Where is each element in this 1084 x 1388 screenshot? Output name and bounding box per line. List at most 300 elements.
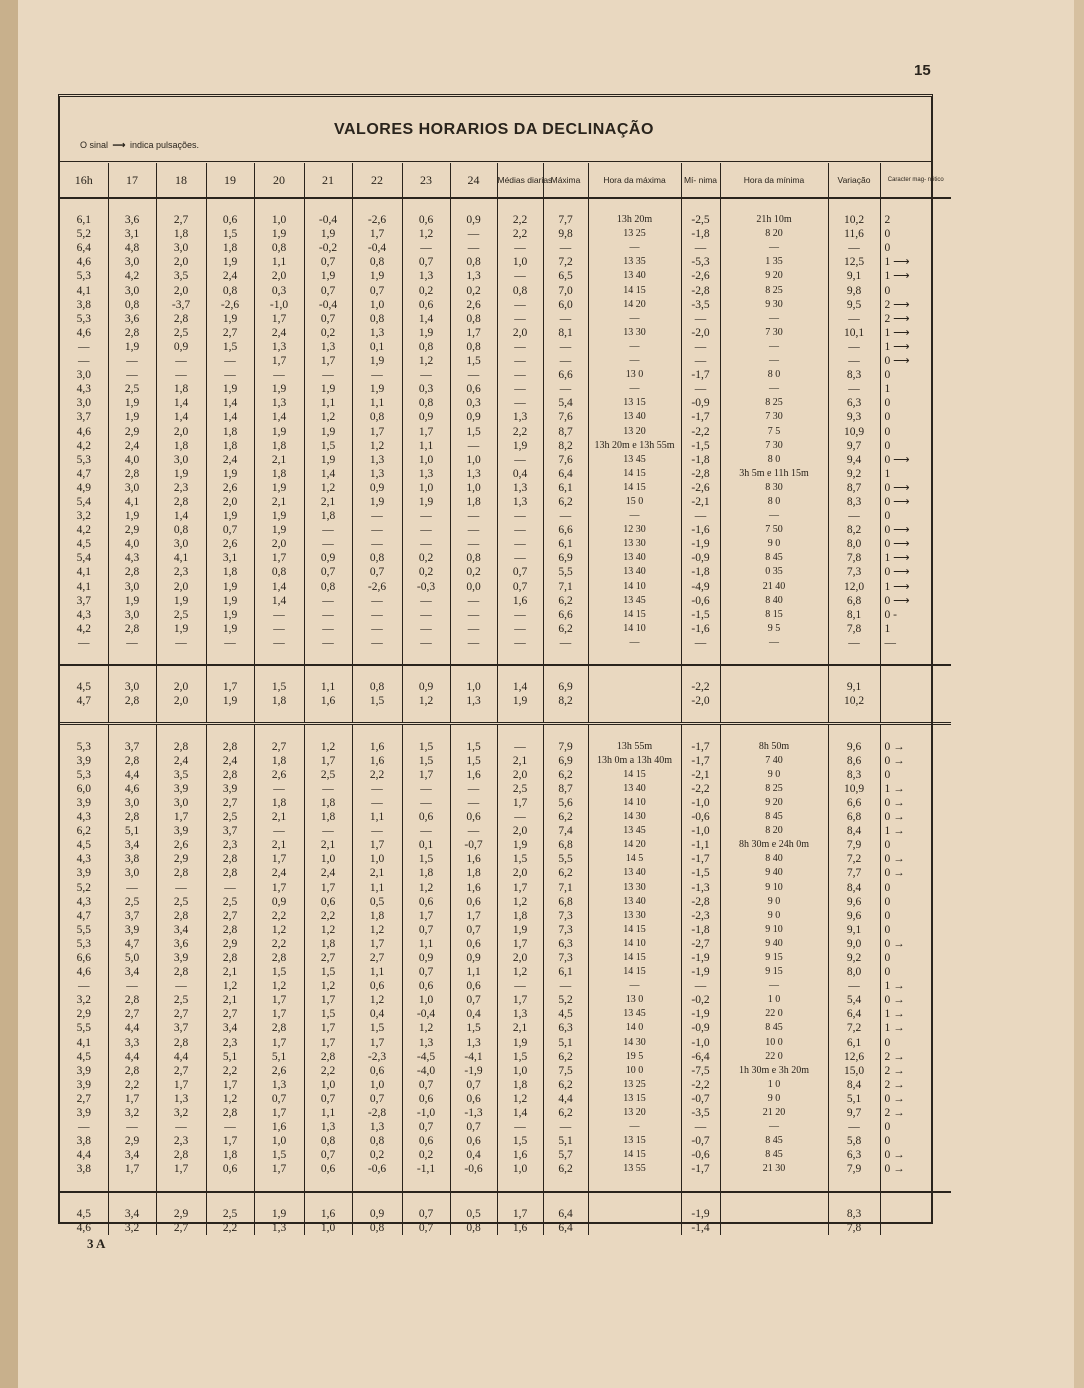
table-cell: 5,1 [108, 824, 156, 838]
table-row [60, 881, 951, 895]
table-cell: 2,5 [156, 608, 206, 622]
table-cell: 2 → [884, 1078, 905, 1091]
spacer-cell [254, 665, 304, 680]
table-cell: 0,3 [254, 284, 304, 298]
table-cell: 8 40 [720, 594, 828, 608]
table-cell: 1,8 [450, 866, 497, 880]
table-cell: 0,6 [352, 979, 402, 993]
table-cell: 0,6 [206, 213, 254, 227]
spacer-cell [828, 198, 880, 213]
table-cell: 1,9 [156, 467, 206, 481]
table-cell: — [304, 622, 352, 636]
table-cell: 1,0 [352, 298, 402, 312]
table-cell: 1,3 [352, 326, 402, 340]
table-row [60, 1148, 951, 1162]
table-cell: 2,5 [156, 895, 206, 909]
table-cell: — [304, 537, 352, 551]
table-cell: 8h 50m [720, 740, 828, 754]
spacer-cell [402, 650, 450, 665]
table-cell: — [588, 509, 681, 523]
table-cell: 2,2 [304, 1064, 352, 1078]
table-cell: 9,6 [828, 895, 880, 909]
table-cell: 13 35 [588, 255, 681, 269]
table-cell: 9 15 [720, 965, 828, 979]
table-cell: 1,9 [402, 326, 450, 340]
table-cell: 2,5 [156, 326, 206, 340]
table-cell: -2,5 [681, 213, 720, 227]
section-divider [60, 708, 951, 724]
table-cell: 14 10 [588, 937, 681, 951]
table-cell: 8,2 [828, 523, 880, 537]
spacer-cell [352, 1176, 402, 1191]
table-cell: 1,6 [497, 594, 543, 608]
table-cell: 0,6 [304, 1162, 352, 1176]
table-cell: 1,3 [497, 1007, 543, 1021]
table-cell: 0,6 [402, 895, 450, 909]
table-cell: — [588, 979, 681, 993]
table-row [60, 241, 951, 255]
table-cell: -0,9 [681, 396, 720, 410]
spacer-cell [156, 1192, 206, 1207]
table-cell: 0 [884, 909, 891, 922]
table-cell: 14 10 [588, 580, 681, 594]
table-cell: 1,3 [402, 269, 450, 283]
table-cell: 4,1 [60, 580, 108, 594]
table-cell: -1,7 [681, 740, 720, 754]
table-cell: 7,6 [543, 453, 588, 467]
table-cell: 5,0 [108, 951, 156, 965]
table-cell: 1,7 [254, 1162, 304, 1176]
table-cell: — [304, 368, 352, 382]
table-cell: 0,7 [402, 965, 450, 979]
table-row [60, 622, 951, 636]
table-cell: — [304, 636, 352, 650]
table-cell [720, 694, 828, 708]
table-cell: 11,6 [828, 227, 880, 241]
table-cell: 3,6 [108, 213, 156, 227]
table-cell: 2,8 [156, 866, 206, 880]
table-cell: 4,4 [108, 768, 156, 782]
table-cell: 2,0 [206, 495, 254, 509]
table-cell: 3,4 [206, 1021, 254, 1035]
table-cell: — [588, 354, 681, 368]
table-cell: 4,4 [156, 1050, 206, 1064]
table-cell: 6,2 [543, 622, 588, 636]
table-cell: 7,8 [828, 622, 880, 636]
table-cell: 3,0 [108, 796, 156, 810]
spacer-cell [450, 665, 497, 680]
table-cell: 1,9 [108, 410, 156, 424]
table-cell: — [497, 298, 543, 312]
table-cell: 1,9 [304, 382, 352, 396]
table-cell: 3,9 [60, 796, 108, 810]
table-cell: — [254, 368, 304, 382]
table-row [60, 937, 951, 951]
table-cell: 0,7 [402, 255, 450, 269]
table-cell: 1,8 [206, 1148, 254, 1162]
table-cell: 0 [884, 895, 891, 908]
table-cell: 1,8 [304, 796, 352, 810]
table-cell: -1,3 [681, 881, 720, 895]
table-cell: 0,2 [352, 1148, 402, 1162]
table-cell: 1,5 [450, 1021, 497, 1035]
table-cell: 3,5 [156, 269, 206, 283]
table-row [60, 951, 951, 965]
table-row [60, 740, 951, 754]
table-cell: -5,3 [681, 255, 720, 269]
table-cell: 2,7 [206, 909, 254, 923]
table-cell: 13 0 [588, 993, 681, 1007]
table-cell: 9,8 [828, 284, 880, 298]
note-prefix: O sinal [80, 140, 109, 150]
spacer-cell [254, 198, 304, 213]
table-cell: 0,1 [352, 340, 402, 354]
table-cell: 4,7 [60, 694, 108, 708]
table-cell: 2,9 [156, 852, 206, 866]
table-cell: 1,9 [206, 509, 254, 523]
table-cell: 5,8 [828, 1134, 880, 1148]
table-cell: 1,9 [206, 594, 254, 608]
table-cell: 1,7 [497, 796, 543, 810]
table-cell: 2,7 [352, 951, 402, 965]
table-cell: 1,0 [304, 852, 352, 866]
table-cell: 1,7 [206, 1134, 254, 1148]
table-cell: -1,9 [681, 951, 720, 965]
table-cell: 1,1 [352, 396, 402, 410]
table-cell: 0,7 [352, 284, 402, 298]
table-cell: 1,1 [304, 396, 352, 410]
table-cell: — [254, 636, 304, 650]
table-cell: 2,4 [206, 754, 254, 768]
table-cell: 1 0 [720, 993, 828, 1007]
table-cell: 7,9 [828, 1162, 880, 1176]
table-cell: 8,3 [828, 768, 880, 782]
table-cell: 2,1 [497, 754, 543, 768]
table-cell: 2,8 [206, 1106, 254, 1120]
col-24: 24 [450, 163, 497, 198]
table-cell: 14 5 [588, 852, 681, 866]
table-cell: 4,2 [60, 523, 108, 537]
table-cell: -1,3 [450, 1106, 497, 1120]
table-cell: 2,1 [497, 1021, 543, 1035]
spacer-cell [828, 1176, 880, 1191]
spacer-cell [60, 1192, 108, 1207]
table-cell: 1,6 [450, 852, 497, 866]
table-cell: 0 [884, 369, 891, 382]
table-cell: 0 → [884, 1149, 905, 1162]
table-cell: 6,4 [543, 1207, 588, 1221]
table-row [60, 895, 951, 909]
table-cell: 2,8 [304, 1050, 352, 1064]
table-row [60, 1162, 951, 1176]
table-cell: 6,9 [543, 680, 588, 694]
table-cell: — [60, 340, 108, 354]
spacer-cell [828, 665, 880, 680]
table-cell: 10,2 [828, 213, 880, 227]
table-cell: — [681, 979, 720, 993]
table-cell: 1,2 [254, 979, 304, 993]
table-cell: 9,6 [828, 740, 880, 754]
table-cell: 8 45 [720, 551, 828, 565]
table-cell: — [450, 523, 497, 537]
table-cell: 1,4 [254, 580, 304, 594]
table-cell: 1,7 [497, 937, 543, 951]
table-cell: 1,2 [402, 227, 450, 241]
table-cell: 1,9 [304, 453, 352, 467]
spacer-cell [497, 1192, 543, 1207]
table-cell: 5,3 [60, 453, 108, 467]
table-cell: 4,5 [60, 680, 108, 694]
table-row [60, 537, 951, 551]
table-cell: 0,8 [352, 410, 402, 424]
table-cell: 3,5 [156, 768, 206, 782]
table-cell: — [156, 1120, 206, 1134]
table-cell: 12,0 [828, 580, 880, 594]
table-cell: — [828, 1120, 880, 1134]
table-cell: 14 15 [588, 481, 681, 495]
table-cell: — [497, 354, 543, 368]
table-cell: 3,0 [108, 866, 156, 880]
table-cell: 14 10 [588, 796, 681, 810]
table-cell: 9,8 [543, 227, 588, 241]
table-cell: 5,1 [543, 1134, 588, 1148]
table-cell: 3,9 [60, 754, 108, 768]
table-cell: 1,8 [156, 382, 206, 396]
table-cell: 1 ⟶ [884, 270, 910, 283]
table-cell: 1,1 [254, 255, 304, 269]
table-cell: 13 40 [588, 866, 681, 880]
page-binding-edge [0, 0, 18, 1388]
table-cell: -2,1 [681, 495, 720, 509]
spacer-cell [543, 1176, 588, 1191]
table-cell: 3,2 [60, 993, 108, 1007]
table-row [60, 523, 951, 537]
table-cell: 0,7 [402, 1207, 450, 1221]
table-cell: 5,6 [543, 796, 588, 810]
table-cell: 3,3 [108, 1036, 156, 1050]
table-cell: — [681, 636, 720, 650]
table-cell: 4,5 [543, 1007, 588, 1021]
table-cell: 1,9 [156, 594, 206, 608]
table-cell: 6,2 [543, 810, 588, 824]
spacer-cell [60, 665, 108, 680]
table-cell: 3,8 [108, 852, 156, 866]
table-cell: 4,3 [60, 382, 108, 396]
col-caracter-magnetico: Caracter mag- nético [880, 163, 951, 198]
table-cell: 3,7 [108, 740, 156, 754]
table-cell: — [108, 881, 156, 895]
table-cell: — [497, 551, 543, 565]
table-cell: — [156, 368, 206, 382]
table-cell: 1,7 [254, 993, 304, 1007]
table-cell: 2,1 [254, 495, 304, 509]
table-row [60, 993, 951, 1007]
table-cell: 8,2 [543, 694, 588, 708]
table-cell: — [720, 636, 828, 650]
table-row [60, 495, 951, 509]
table-cell: 2,7 [156, 213, 206, 227]
table-cell: 1,3 [254, 1221, 304, 1235]
table-cell: — [352, 782, 402, 796]
declination-table [60, 163, 951, 1235]
table-cell: 7,2 [828, 852, 880, 866]
table-cell: 1,7 [254, 1007, 304, 1021]
table-cell: 3,1 [206, 551, 254, 565]
table-row [60, 923, 951, 937]
table-cell: 0,7 [304, 1092, 352, 1106]
table-cell: -1,5 [681, 608, 720, 622]
spacer-row [60, 724, 951, 740]
table-cell: 2,9 [156, 1207, 206, 1221]
table-cell: 0 [884, 411, 891, 424]
table-cell: 1,6 [450, 881, 497, 895]
table-cell: 13 55 [588, 1162, 681, 1176]
table-cell: 1,1 [352, 810, 402, 824]
table-cell: 1,8 [254, 694, 304, 708]
table-cell: 1,0 [352, 852, 402, 866]
table-cell: 1,9 [497, 1036, 543, 1050]
table-cell: 1,2 [497, 965, 543, 979]
table-cell: 4,8 [108, 241, 156, 255]
spacer-cell [108, 650, 156, 665]
table-cell: 2,0 [497, 326, 543, 340]
table-cell: 0 → [884, 994, 905, 1007]
table-cell: 2,2 [304, 909, 352, 923]
table-cell: 5,4 [828, 993, 880, 1007]
table-cell: 9 40 [720, 937, 828, 951]
table-cell: 9,0 [828, 937, 880, 951]
table-cell: 5,5 [543, 565, 588, 579]
table-cell: 1,4 [206, 396, 254, 410]
table-cell: 3,0 [156, 453, 206, 467]
col-17: 17 [108, 163, 156, 198]
table-cell: 8 45 [720, 1148, 828, 1162]
table-cell: 3,0 [156, 796, 206, 810]
table-cell: 6,4 [543, 467, 588, 481]
table-row [60, 1050, 951, 1064]
table-cell: 4,4 [543, 1092, 588, 1106]
table-cell: — [543, 979, 588, 993]
table-cell: 1,7 [402, 425, 450, 439]
table-cell: -2,6 [352, 213, 402, 227]
table-row [60, 298, 951, 312]
table-cell: 9 15 [720, 951, 828, 965]
table-cell: 1,5 [497, 852, 543, 866]
table-cell: 4,4 [60, 1148, 108, 1162]
table-cell: 8 45 [720, 1021, 828, 1035]
spacer-cell [304, 665, 352, 680]
table-cell: 0 [884, 242, 891, 255]
table-cell: -1,7 [681, 852, 720, 866]
table-cell: 1,5 [304, 965, 352, 979]
table-cell: 13 40 [588, 269, 681, 283]
table-cell: 6,6 [543, 523, 588, 537]
table-cell: 0,1 [402, 838, 450, 852]
table-cell: 0,6 [352, 1064, 402, 1078]
table-cell: -1,8 [681, 453, 720, 467]
table-cell: -1,5 [681, 439, 720, 453]
table-cell: 2,4 [254, 866, 304, 880]
table-cell: 2,8 [108, 993, 156, 1007]
col-23: 23 [402, 163, 450, 198]
table-cell: 1,7 [352, 1036, 402, 1050]
table-cell: -1,7 [681, 410, 720, 424]
spacer-cell [543, 665, 588, 680]
table-cell: 4,7 [60, 467, 108, 481]
table-cell: 9,1 [828, 680, 880, 694]
table-cell: 1 → [884, 1022, 905, 1035]
table-row [60, 227, 951, 241]
table-cell: 2,4 [156, 754, 206, 768]
table-cell: 8 0 [720, 453, 828, 467]
table-row [60, 852, 951, 866]
table-cell: -0,6 [681, 594, 720, 608]
table-cell: 8 30 [720, 481, 828, 495]
table-cell: 1,5 [402, 754, 450, 768]
table-cell: 2,0 [156, 284, 206, 298]
table-cell: 1,8 [497, 1078, 543, 1092]
spacer-cell [156, 650, 206, 665]
table-cell: 5,1 [254, 1050, 304, 1064]
table-cell: 1,3 [304, 340, 352, 354]
spacer-cell [450, 198, 497, 213]
table-cell: 3,1 [108, 227, 156, 241]
table-row [60, 1036, 951, 1050]
table-cell: — [497, 979, 543, 993]
table-cell: 1,7 [402, 909, 450, 923]
table-cell: 0,3 [450, 396, 497, 410]
table-cell: 1,2 [352, 923, 402, 937]
table-cell: 2,0 [497, 866, 543, 880]
table-cell: 6,6 [543, 368, 588, 382]
table-cell: — [543, 1120, 588, 1134]
table-cell: 4,0 [108, 537, 156, 551]
table-cell: 13 40 [588, 782, 681, 796]
table-cell: 1,0 [402, 481, 450, 495]
table-cell: 0,8 [450, 312, 497, 326]
table-cell: 2,1 [254, 810, 304, 824]
table-cell: 2,7 [108, 1007, 156, 1021]
table-row [60, 796, 951, 810]
table-cell: 0,8 [352, 1134, 402, 1148]
table-cell: -0,2 [304, 241, 352, 255]
table-cell: 6,4 [828, 1007, 880, 1021]
table-cell: 2,8 [108, 694, 156, 708]
table-cell: 1,9 [206, 255, 254, 269]
table-cell: 2,3 [206, 1036, 254, 1050]
table-cell: 3,7 [206, 824, 254, 838]
table-cell: 0,6 [402, 810, 450, 824]
table-cell: — [402, 523, 450, 537]
spacer-cell [156, 198, 206, 213]
table-cell: 0 ⟶ [884, 566, 910, 579]
table-cell: 4,6 [108, 782, 156, 796]
table-cell: 2,5 [156, 993, 206, 1007]
table-cell: 7 40 [720, 754, 828, 768]
table-cell: — [497, 523, 543, 537]
table-cell: 12,6 [828, 1050, 880, 1064]
table-cell: 0,7 [304, 284, 352, 298]
table-cell: 1,2 [402, 694, 450, 708]
table-cell: 1,8 [254, 467, 304, 481]
table-cell: 1,9 [352, 382, 402, 396]
table-cell: 0,2 [402, 565, 450, 579]
table-cell: 2,8 [206, 923, 254, 937]
table-cell: 14 15 [588, 1148, 681, 1162]
table-cell: 13 30 [588, 326, 681, 340]
table-cell: — [497, 810, 543, 824]
table-cell: -0,6 [352, 1162, 402, 1176]
